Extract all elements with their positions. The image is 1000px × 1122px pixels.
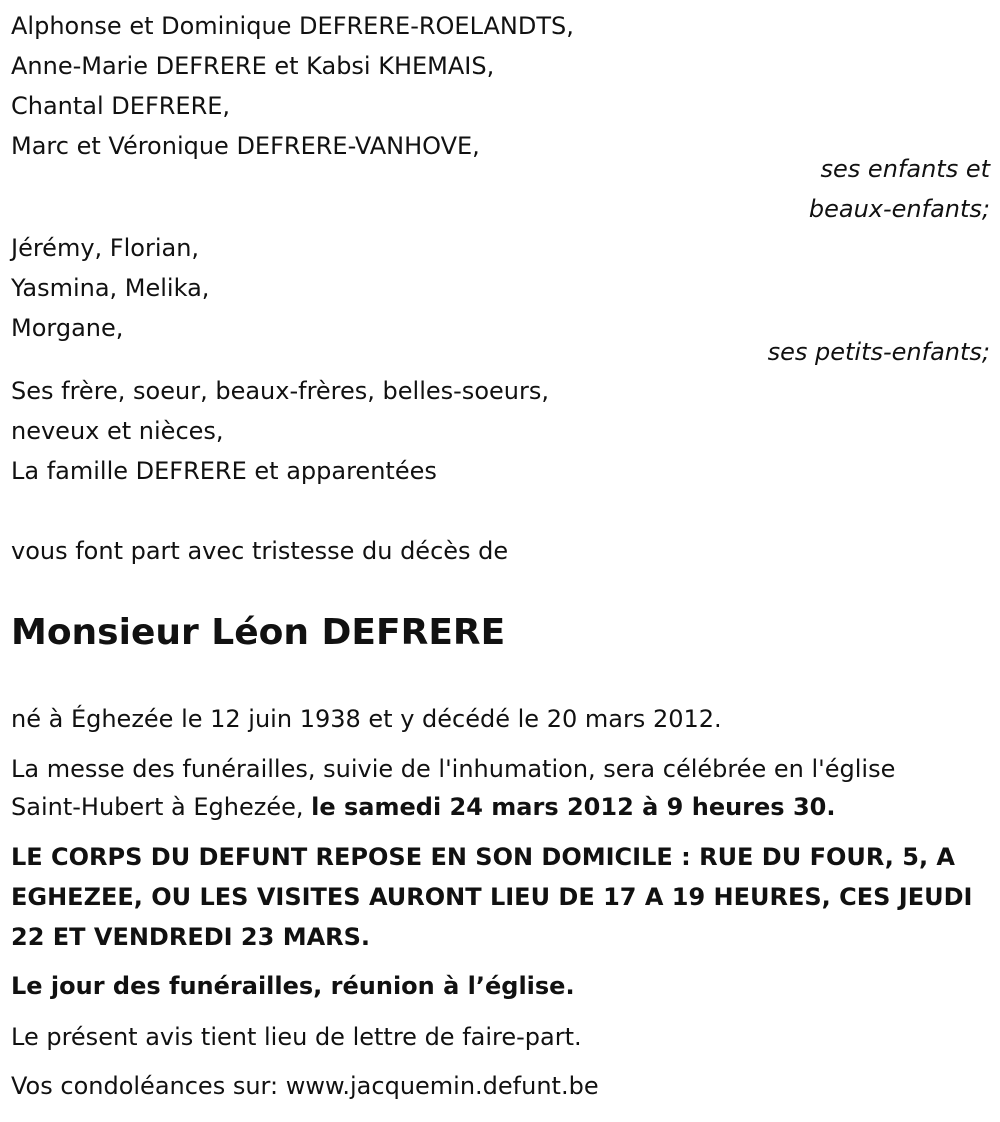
- grandchildren-role: ses petits-enfants;: [767, 338, 990, 366]
- repose-line: EGHEZEE, OU LES VISITES AURONT LIEU DE 17 A 19 HEURES, CES JEUDI: [11, 883, 973, 911]
- repose-line: LE CORPS DU DEFUNT REPOSE EN SON DOMICILE : RUE DU FOUR, 5, A: [11, 843, 956, 871]
- mass-text-line1: La messe des funérailles, suivie de l'inhumation, sera célébrée en l'église: [11, 755, 896, 783]
- repose-line: 22 ET VENDREDI 23 MARS.: [11, 923, 371, 951]
- condolences-link[interactable]: www.jacquemin.defunt.be: [285, 1072, 599, 1100]
- birth-death-text: né à Éghezée le 12 juin 1938 et y décédé le 20 mars 2012.: [11, 705, 722, 733]
- grandchildren-line: Morgane,: [11, 314, 124, 342]
- family-line: neveux et nièces,: [11, 417, 224, 445]
- mass-datetime: le samedi 24 mars 2012 à 9 heures 30.: [311, 793, 836, 821]
- children-role: beaux-enfants;: [808, 195, 990, 223]
- notice-text: Le présent avis tient lieu de lettre de faire-part.: [11, 1023, 582, 1051]
- family-line: La famille DEFRERE et apparentées: [11, 457, 437, 485]
- condolences-label: Vos condoléances sur:: [11, 1072, 286, 1100]
- mass-text-line2: [11, 792, 835, 822]
- children-line: Anne-Marie DEFRERE et Kabsi KHEMAIS,: [11, 52, 495, 80]
- grandchildren-line: Yasmina, Melika,: [11, 274, 210, 302]
- announcement-text: vous font part avec tristesse du décès de: [11, 537, 509, 565]
- family-line: Ses frère, soeur, beaux-frères, belles-soeurs,: [11, 377, 549, 405]
- grandchildren-line: Jérémy, Florian,: [11, 234, 200, 262]
- condolences-line: [11, 1071, 599, 1101]
- mass-location: Saint-Hubert à Eghezée,: [11, 793, 312, 821]
- children-line: Alphonse et Dominique DEFRERE-ROELANDTS,: [11, 12, 574, 40]
- children-line: Chantal DEFRERE,: [11, 92, 231, 120]
- deceased-name: Monsieur Léon DEFRERE: [11, 612, 506, 653]
- children-role: ses enfants et: [820, 155, 990, 183]
- children-line: Marc et Véronique DEFRERE-VANHOVE,: [11, 132, 480, 160]
- meeting-text: Le jour des funérailles, réunion à l’église.: [11, 972, 575, 1000]
